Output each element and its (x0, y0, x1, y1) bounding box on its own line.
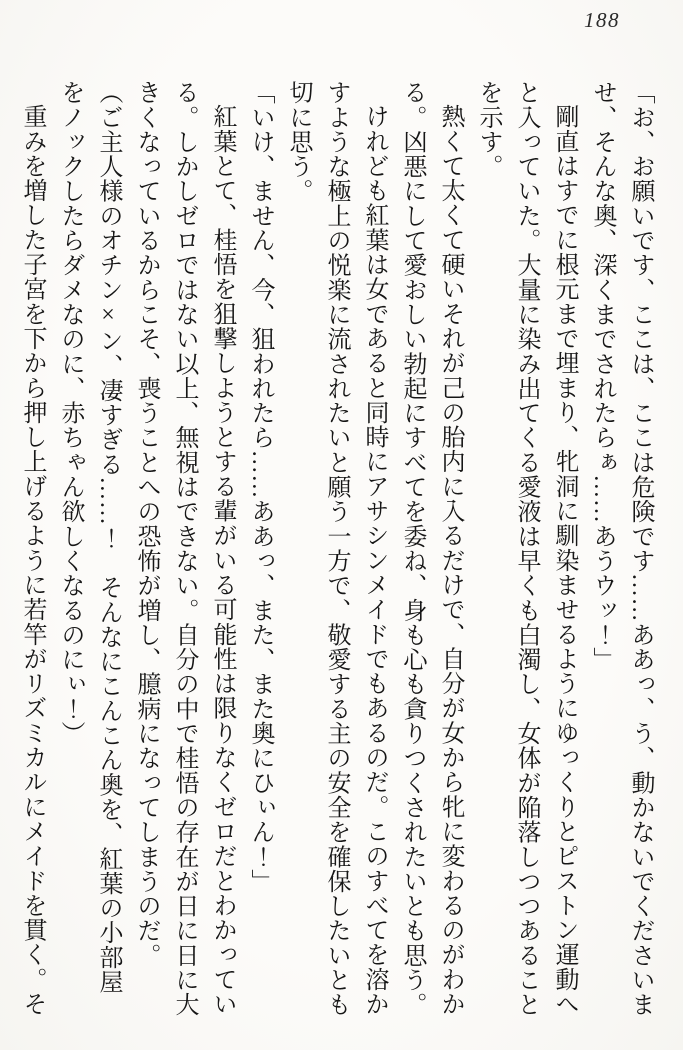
paragraph-dialogue-2: 「いけ、ません、今、狙われたら……ああっ、また、また奥にひぃん！」 (247, 80, 273, 894)
paragraph-dialogue-1: 「お、お願いです、ここは、ここは危険です……ああっ、う、動かないでくださいませ、そんな奥、深くまでされたらぁ……あうウッ！」 (589, 80, 653, 1017)
vertical-text-block (13, 80, 659, 1018)
page-number: 188 (584, 8, 620, 32)
paragraph-narrative-1: 剛直はすでに根元まで埋まり、牝洞に馴染ませるようにゆっくりとピストン運動へと入っていた。大量に染み出てくる愛液は早くも白濁し、女体が陥落しつつあることを示す。 (475, 80, 577, 1017)
paragraph-narrative-4: 紅葉とて、桂悟を狙撃しようとする輩がいる可能性は限りなくゼロだとわかっている。しかしゼロではない以上、無視はできない。自分の中で桂悟の存在が日に日に大きくなっているからこそ、喪うことへの恐怖が増し、臆病になってしまうのだ。 (133, 80, 235, 1017)
paragraph-narrative-2: 熱くて太くて硬いそれが己の胎内に入るだけで、自分が女から牝に変わるのがわかる。凶悪にして愛おしい勃起にすべてを委ね、身も心も貪りつくされたいとも思う。 (399, 80, 463, 1017)
paragraph-narrative-5: 重みを増した子宮を下から押し上げるように若竿がリズミカルにメイドを貫く。そ (19, 104, 45, 1017)
paragraph-inner-monologue: （ご主人様のオチン×ン、凄すぎる……！ そんなにこんこん奥を、紅葉の小部屋をノックしたらダメなのに、赤ちゃん欲しくなるのにぃ！） (57, 80, 121, 995)
paragraph-narrative-3: けれども紅葉は女であると同時にアサシンメイドでもあるのだ。このすべてを溶かすような極上の悦楽に流されたいと願う一方で、敬愛する主の安全を確保したいとも切に思う。 (285, 80, 387, 1017)
